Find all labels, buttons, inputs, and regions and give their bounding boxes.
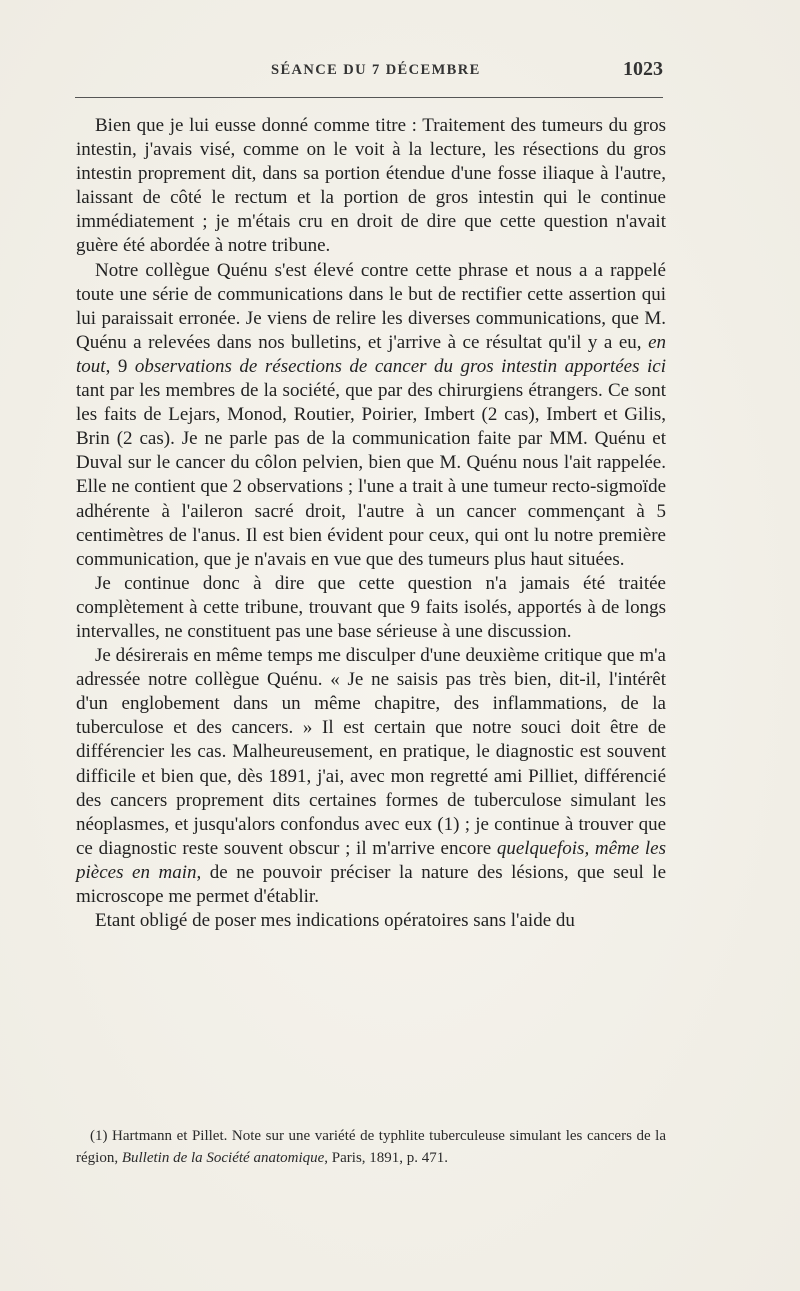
paragraph-2-text-a: Notre collègue Quénu s'est élevé contre cette phrase et nous a a rappelé toute une série de communications dans le but de rectifier cette assertion qui lui paraissait erronée. Je viens de relire les diverses communications, que M. Quénu a relevées dans nos bulletins, et j'arrive à ce résultat qu'il y a eu, — [76, 259, 666, 353]
paragraph-2 — [76, 259, 666, 572]
paragraph-4 — [76, 644, 666, 909]
header-rule — [75, 97, 663, 98]
footnote-1-italic: Bulletin de la Société anatomique — [121, 1150, 325, 1166]
paragraph-4-text-b: , de ne pouvoir préciser la nature des lésions, que seul le microscope me permet d'établir. — [76, 861, 667, 907]
paragraph-2-text-c: tant par les membres de la société, que par des chirurgiens étrangers. Ce sont les faits de Lejars, Monod, Routier, Poirier, Imbert (2 cas), Imbert et Gilis, Brin (2 cas). Je ne parle pas de la communication faite par MM. Quénu et Duval sur le cancer du côlon pelvien, bien que M. Quénu nous l'ait rappelée. Elle ne contient que 2 observations ; l'une a trait à une tumeur recto-sigmoïde adhérente à l'aileron sacré droit, l'autre à un cancer commençant à 5 centimètres de l'anus. Il est bien évident pour ceux, qui ont lu notre première communication, que je n'avais en vue que des tumeurs plus haut situées. — [76, 380, 666, 570]
paragraph-1 — [76, 114, 666, 259]
paragraph-5-text: Etant obligé de poser mes indications opératoires sans l'aide du — [95, 910, 575, 932]
paragraph-4-text-a: Je désirerais en même temps me disculper d'une deuxième critique que m'a adressée notre collègue Quénu. « Je ne saisis pas très bien, dit-il, l'intérêt d'un englobement dans un même chapitre, des inflammations, de la tuberculose et des cancers. » Il est certain que notre souci doit être de différencier les cas. Malheureusement, en pratique, le diagnostic est souvent difficile et bien que, dès 1891, j'ai, avec mon regretté ami Pilliet, différencié des cancers proprement dits certaines formes de tuberculose simulant les néoplasmes, et jusqu'alors confondus avec eux (1) ; je continue à trouver que ce diagnostic reste souvent obscur ; il m'arrive encore — [76, 645, 666, 859]
page-header — [75, 58, 663, 88]
running-title: SÉANCE DU 7 DÉCEMBRE — [271, 62, 481, 78]
footnote-1 — [76, 1125, 666, 1169]
paragraph-3-text: Je continue donc à dire que cette question n'a jamais été traitée complètement à cette tribune, trouvant que 9 faits isolés, apportés à de longs intervalles, ne constituent pas une base sérieuse à une discussion. — [76, 572, 666, 642]
paragraph-2-italic-1: en tout — [76, 331, 666, 377]
footnote-1-text-a: (1) Hartmann et Pillet. Note sur une variété de typhlite tuberculeuse simulant les cancers de la région, — [76, 1128, 666, 1166]
paragraph-4-italic-1: quelquefois, même les pièces en main — [76, 837, 666, 883]
paragraph-3 — [76, 572, 666, 644]
page-number: 1023 — [623, 58, 663, 80]
footnotes — [76, 1125, 666, 1169]
paragraph-2-italic-2: observations de résections de cancer du gros intestin apportées ici — [134, 355, 667, 377]
paragraph-1-text: Bien que je lui eusse donné comme titre : Traitement des tumeurs du gros intestin, j'avais visé, comme on le voit à la lecture, les résections du gros intestin proprement dit, dans sa portion étendue d'une fosse iliaque à l'autre, laissant de côté le rectum et la portion de gros intestin qui le continue immédiatement ; je m'étais cru en droit de dire que cette question n'avait guère été abordée à notre tribune. — [76, 115, 666, 257]
paragraph-2-text-b: , 9 — [105, 355, 135, 377]
paragraph-5 — [76, 909, 666, 933]
footnote-1-text-b: , Paris, 1891, p. 471. — [324, 1150, 449, 1166]
body-text — [76, 114, 666, 933]
